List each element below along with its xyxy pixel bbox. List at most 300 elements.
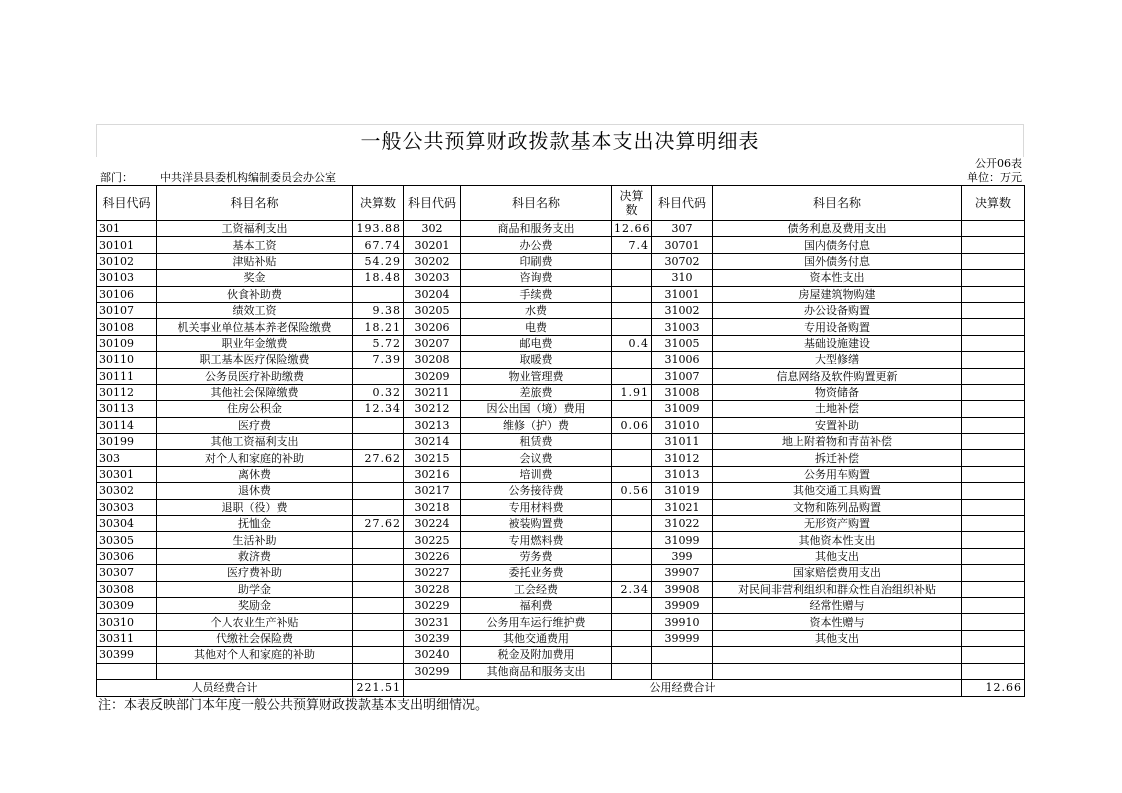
code-cell: [652, 647, 713, 663]
report-sheet: [96, 124, 1024, 715]
amount-cell: [962, 434, 1025, 450]
amount-cell: [353, 466, 404, 482]
name-cell: 邮电费: [461, 335, 612, 351]
table-row: [97, 302, 1025, 318]
code-cell: 30215: [404, 450, 461, 466]
code-cell: 30103: [97, 270, 157, 286]
name-cell: 资本性赠与: [713, 614, 962, 630]
name-cell: 无形资产购置: [713, 516, 962, 532]
name-cell: 差旅费: [461, 384, 612, 400]
code-cell: 30208: [404, 352, 461, 368]
code-cell: 30240: [404, 647, 461, 663]
code-cell: 30202: [404, 253, 461, 269]
name-cell: 委托业务费: [461, 565, 612, 581]
code-cell: 30225: [404, 532, 461, 548]
amount-cell: [962, 302, 1025, 318]
code-cell: 307: [652, 221, 713, 237]
amount-cell: [962, 565, 1025, 581]
amount-cell: [962, 221, 1025, 237]
amount-cell: [612, 368, 652, 384]
code-cell: 30702: [652, 253, 713, 269]
amount-cell: [353, 565, 404, 581]
name-cell: 办公费: [461, 237, 612, 253]
code-cell: 30109: [97, 335, 157, 351]
table-row: [97, 565, 1025, 581]
code-cell: 31019: [652, 483, 713, 499]
name-cell: 其他社会保障缴费: [157, 384, 353, 400]
amount-cell: 18.21: [353, 319, 404, 335]
code-cell: 30214: [404, 434, 461, 450]
amount-cell: 5.72: [353, 335, 404, 351]
code-cell: 30216: [404, 466, 461, 482]
name-cell: 大型修缮: [713, 352, 962, 368]
name-cell: 医疗费补助: [157, 565, 353, 581]
amount-cell: 67.74: [353, 237, 404, 253]
amount-cell: [612, 647, 652, 663]
amount-cell: [962, 401, 1025, 417]
amount-cell: [962, 450, 1025, 466]
amount-cell: [353, 663, 404, 679]
table-row: [97, 434, 1025, 450]
name-cell: 信息网络及软件购置更新: [713, 368, 962, 384]
code-cell: 301: [97, 221, 157, 237]
amount-cell: [612, 532, 652, 548]
header-cell: 科目代码: [97, 186, 157, 221]
totals-row: [97, 679, 1025, 696]
amount-cell: 2.34: [612, 581, 652, 597]
code-cell: 302: [404, 221, 461, 237]
code-cell: 31010: [652, 417, 713, 433]
amount-cell: 193.88: [353, 221, 404, 237]
code-cell: 30113: [97, 401, 157, 417]
name-cell: 其他支出: [713, 548, 962, 564]
amount-cell: 27.62: [353, 516, 404, 532]
dept-name: 中共洋县县委机构编制委员会办公室: [160, 171, 336, 184]
table-row: [97, 450, 1025, 466]
amount-cell: [962, 663, 1025, 679]
amount-cell: [612, 270, 652, 286]
name-cell: 国家赔偿费用支出: [713, 565, 962, 581]
table-row: [97, 516, 1025, 532]
code-cell: 39909: [652, 597, 713, 613]
amount-cell: [353, 630, 404, 646]
name-cell: 抚恤金: [157, 516, 353, 532]
code-cell: 30305: [97, 532, 157, 548]
header-cell: 科目代码: [404, 186, 461, 221]
code-cell: 30203: [404, 270, 461, 286]
amount-cell: [353, 499, 404, 515]
amount-cell: [962, 647, 1025, 663]
name-cell: 国内债务付息: [713, 237, 962, 253]
code-cell: 30209: [404, 368, 461, 384]
table-row: [97, 663, 1025, 679]
header-cell: 决算数: [612, 186, 652, 221]
header-cell: 决算数: [353, 186, 404, 221]
amount-cell: [612, 352, 652, 368]
name-cell: 其他商品和服务支出: [461, 663, 612, 679]
amount-cell: [612, 499, 652, 515]
name-cell: 房屋建筑物购建: [713, 286, 962, 302]
amount-cell: [962, 286, 1025, 302]
name-cell: 税金及附加费用: [461, 647, 612, 663]
name-cell: 其他对个人和家庭的补助: [157, 647, 353, 663]
amount-cell: 0.56: [612, 483, 652, 499]
name-cell: 专用设备购置: [713, 319, 962, 335]
name-cell: 住房公积金: [157, 401, 353, 417]
amount-cell: [962, 614, 1025, 630]
amount-cell: 18.48: [353, 270, 404, 286]
table-row: [97, 581, 1025, 597]
code-cell: 30108: [97, 319, 157, 335]
code-cell: 30102: [97, 253, 157, 269]
amount-cell: 0.4: [612, 335, 652, 351]
code-cell: 30205: [404, 302, 461, 318]
amount-cell: [353, 286, 404, 302]
code-cell: 31001: [652, 286, 713, 302]
code-cell: 31012: [652, 450, 713, 466]
name-cell: 伙食补助费: [157, 286, 353, 302]
name-cell: 取暖费: [461, 352, 612, 368]
amount-cell: [962, 384, 1025, 400]
name-cell: 债务利息及费用支出: [713, 221, 962, 237]
amount-cell: [612, 253, 652, 269]
code-cell: 31007: [652, 368, 713, 384]
code-cell: 31006: [652, 352, 713, 368]
name-cell: 职工基本医疗保险缴费: [157, 352, 353, 368]
name-cell: 奖励金: [157, 597, 353, 613]
amount-cell: [962, 581, 1025, 597]
table-row: [97, 401, 1025, 417]
code-cell: 30239: [404, 630, 461, 646]
name-cell: 个人农业生产补贴: [157, 614, 353, 630]
name-cell: 机关事业单位基本养老保险缴费: [157, 319, 353, 335]
amount-cell: [353, 434, 404, 450]
name-cell: 公务用车购置: [713, 466, 962, 482]
name-cell: 救济费: [157, 548, 353, 564]
dept-label: 部门：: [100, 171, 133, 184]
name-cell: 津贴补贴: [157, 253, 353, 269]
public-total-label: 公用经费合计: [404, 679, 962, 696]
code-cell: 31002: [652, 302, 713, 318]
table-row: [97, 466, 1025, 482]
code-cell: 31008: [652, 384, 713, 400]
header-cell: 科目名称: [713, 186, 962, 221]
amount-cell: [353, 597, 404, 613]
report-title: 一般公共预算财政拨款基本支出决算明细表: [96, 124, 1024, 157]
name-cell: [713, 647, 962, 663]
name-cell: 奖金: [157, 270, 353, 286]
name-cell: 印刷费: [461, 253, 612, 269]
table-row: [97, 384, 1025, 400]
code-cell: 310: [652, 270, 713, 286]
name-cell: [157, 663, 353, 679]
code-cell: 30206: [404, 319, 461, 335]
code-cell: 303: [97, 450, 157, 466]
name-cell: 基础设施建设: [713, 335, 962, 351]
code-cell: 30218: [404, 499, 461, 515]
amount-cell: [612, 548, 652, 564]
header-cell: 决算数: [962, 186, 1025, 221]
code-cell: 30213: [404, 417, 461, 433]
amount-cell: [353, 483, 404, 499]
amount-cell: [612, 516, 652, 532]
name-cell: 代缴社会保险费: [157, 630, 353, 646]
table-row: [97, 253, 1025, 269]
code-cell: 30301: [97, 466, 157, 482]
amount-cell: 7.4: [612, 237, 652, 253]
table-row: [97, 319, 1025, 335]
amount-cell: [962, 352, 1025, 368]
code-cell: 30110: [97, 352, 157, 368]
unit-label: 单位：万元: [967, 171, 1022, 184]
amount-cell: [612, 302, 652, 318]
code-cell: 399: [652, 548, 713, 564]
code-cell: 30308: [97, 581, 157, 597]
amount-cell: [962, 417, 1025, 433]
header-cell: 科目代码: [652, 186, 713, 221]
name-cell: 生活补助: [157, 532, 353, 548]
name-cell: 对个人和家庭的补助: [157, 450, 353, 466]
table-row: [97, 417, 1025, 433]
name-cell: 国外债务付息: [713, 253, 962, 269]
amount-cell: 12.66: [612, 221, 652, 237]
code-cell: 30217: [404, 483, 461, 499]
table-row: [97, 597, 1025, 613]
name-cell: 经常性赠与: [713, 597, 962, 613]
table-row: [97, 352, 1025, 368]
code-cell: 39910: [652, 614, 713, 630]
amount-cell: [353, 417, 404, 433]
name-cell: 商品和服务支出: [461, 221, 612, 237]
name-cell: 文物和陈列品购置: [713, 499, 962, 515]
name-cell: 办公设备购置: [713, 302, 962, 318]
amount-cell: [962, 466, 1025, 482]
code-cell: 30399: [97, 647, 157, 663]
table-body: [97, 221, 1025, 680]
name-cell: 医疗费: [157, 417, 353, 433]
amount-cell: [353, 548, 404, 564]
code-cell: 30212: [404, 401, 461, 417]
table-row: [97, 614, 1025, 630]
code-cell: 31022: [652, 516, 713, 532]
name-cell: 基本工资: [157, 237, 353, 253]
name-cell: [713, 663, 962, 679]
amount-cell: [353, 532, 404, 548]
amount-cell: 7.39: [353, 352, 404, 368]
code-cell: 30299: [404, 663, 461, 679]
code-cell: 30112: [97, 384, 157, 400]
code-cell: 30231: [404, 614, 461, 630]
code-cell: 30199: [97, 434, 157, 450]
name-cell: 退休费: [157, 483, 353, 499]
amount-cell: [962, 532, 1025, 548]
name-cell: 物业管理费: [461, 368, 612, 384]
code-cell: 30304: [97, 516, 157, 532]
code-cell: 30310: [97, 614, 157, 630]
name-cell: 维修（护）费: [461, 417, 612, 433]
code-cell: 30307: [97, 565, 157, 581]
code-cell: 30114: [97, 417, 157, 433]
code-cell: 39907: [652, 565, 713, 581]
table-row: [97, 630, 1025, 646]
code-cell: 30107: [97, 302, 157, 318]
code-cell: 30228: [404, 581, 461, 597]
name-cell: 劳务费: [461, 548, 612, 564]
name-cell: 租赁费: [461, 434, 612, 450]
name-cell: 其他交通费用: [461, 630, 612, 646]
name-cell: 职业年金缴费: [157, 335, 353, 351]
name-cell: 绩效工资: [157, 302, 353, 318]
code-cell: 30211: [404, 384, 461, 400]
amount-cell: [353, 368, 404, 384]
amount-cell: [962, 516, 1025, 532]
table-row: [97, 368, 1025, 384]
name-cell: 福利费: [461, 597, 612, 613]
name-cell: 拆迁补偿: [713, 450, 962, 466]
code-cell: [652, 663, 713, 679]
footnote: 注：本表反映部门本年度一般公共预算财政拨款基本支出明细情况。: [98, 697, 489, 713]
amount-cell: 9.38: [353, 302, 404, 318]
code-cell: [97, 663, 157, 679]
name-cell: 公务员医疗补助缴费: [157, 368, 353, 384]
name-cell: 土地补偿: [713, 401, 962, 417]
personnel-total-label: 人员经费合计: [97, 679, 353, 696]
personnel-total-value: 221.51: [353, 679, 404, 696]
table-row: [97, 532, 1025, 548]
name-cell: 离休费: [157, 466, 353, 482]
amount-cell: [612, 565, 652, 581]
name-cell: 手续费: [461, 286, 612, 302]
code-cell: 30303: [97, 499, 157, 515]
code-cell: 31099: [652, 532, 713, 548]
amount-cell: [962, 335, 1025, 351]
amount-cell: [962, 630, 1025, 646]
table-row: [97, 221, 1025, 237]
table-row: [97, 286, 1025, 302]
header-row: [97, 186, 1025, 221]
name-cell: 其他交通工具购置: [713, 483, 962, 499]
amount-cell: [962, 483, 1025, 499]
code-cell: 39908: [652, 581, 713, 597]
table-row: [97, 483, 1025, 499]
header-cell: 科目名称: [157, 186, 353, 221]
amount-cell: [962, 253, 1025, 269]
name-cell: 物资储备: [713, 384, 962, 400]
name-cell: 工资福利支出: [157, 221, 353, 237]
amount-cell: [612, 663, 652, 679]
code-cell: 30204: [404, 286, 461, 302]
public-total-value: 12.66: [962, 679, 1025, 696]
code-cell: 30227: [404, 565, 461, 581]
code-cell: 30224: [404, 516, 461, 532]
amount-cell: [612, 401, 652, 417]
amount-cell: [612, 434, 652, 450]
table-row: [97, 335, 1025, 351]
amount-cell: [612, 319, 652, 335]
name-cell: 助学金: [157, 581, 353, 597]
amount-cell: [612, 286, 652, 302]
name-cell: 对民间非营利组织和群众性自治组织补贴: [713, 581, 962, 597]
name-cell: 专用燃料费: [461, 532, 612, 548]
code-cell: 31011: [652, 434, 713, 450]
amount-cell: [353, 647, 404, 663]
table-row: [97, 548, 1025, 564]
table-row: [97, 647, 1025, 663]
name-cell: 公务用车运行维护费: [461, 614, 612, 630]
code-cell: 39999: [652, 630, 713, 646]
code-cell: 30101: [97, 237, 157, 253]
amount-cell: [612, 597, 652, 613]
table-code: 公开06表: [975, 157, 1022, 170]
code-cell: 30111: [97, 368, 157, 384]
name-cell: 安置补助: [713, 417, 962, 433]
code-cell: 30201: [404, 237, 461, 253]
amount-cell: [962, 237, 1025, 253]
amount-cell: [962, 548, 1025, 564]
amount-cell: [612, 466, 652, 482]
amount-cell: [962, 270, 1025, 286]
amount-cell: [353, 581, 404, 597]
amount-cell: [962, 597, 1025, 613]
name-cell: 培训费: [461, 466, 612, 482]
expenditure-table: [96, 185, 1025, 697]
amount-cell: [962, 368, 1025, 384]
code-cell: 31003: [652, 319, 713, 335]
name-cell: 其他资本性支出: [713, 532, 962, 548]
name-cell: 咨询费: [461, 270, 612, 286]
amount-cell: [612, 630, 652, 646]
name-cell: 水费: [461, 302, 612, 318]
code-cell: 30229: [404, 597, 461, 613]
code-cell: 30302: [97, 483, 157, 499]
name-cell: 其他支出: [713, 630, 962, 646]
amount-cell: 27.62: [353, 450, 404, 466]
amount-cell: [353, 614, 404, 630]
amount-cell: 12.34: [353, 401, 404, 417]
table-row: [97, 499, 1025, 515]
amount-cell: [612, 614, 652, 630]
code-cell: 31005: [652, 335, 713, 351]
name-cell: 专用材料费: [461, 499, 612, 515]
amount-cell: [962, 319, 1025, 335]
code-cell: 31021: [652, 499, 713, 515]
code-cell: 30106: [97, 286, 157, 302]
amount-cell: 0.32: [353, 384, 404, 400]
table-row: [97, 237, 1025, 253]
name-cell: 退职（役）费: [157, 499, 353, 515]
name-cell: 其他工资福利支出: [157, 434, 353, 450]
dept-row: [96, 171, 1024, 185]
amount-cell: [612, 450, 652, 466]
name-cell: 资本性支出: [713, 270, 962, 286]
code-cell: 30306: [97, 548, 157, 564]
name-cell: 工会经费: [461, 581, 612, 597]
amount-cell: [962, 499, 1025, 515]
name-cell: 地上附着物和青苗补偿: [713, 434, 962, 450]
code-cell: 30311: [97, 630, 157, 646]
name-cell: 电费: [461, 319, 612, 335]
amount-cell: 1.91: [612, 384, 652, 400]
code-cell: 31013: [652, 466, 713, 482]
code-cell: 30207: [404, 335, 461, 351]
name-cell: 会议费: [461, 450, 612, 466]
header-cell: 科目名称: [461, 186, 612, 221]
code-cell: 30309: [97, 597, 157, 613]
name-cell: 被装购置费: [461, 516, 612, 532]
name-cell: 因公出国（境）费用: [461, 401, 612, 417]
table-row: [97, 270, 1025, 286]
name-cell: 公务接待费: [461, 483, 612, 499]
